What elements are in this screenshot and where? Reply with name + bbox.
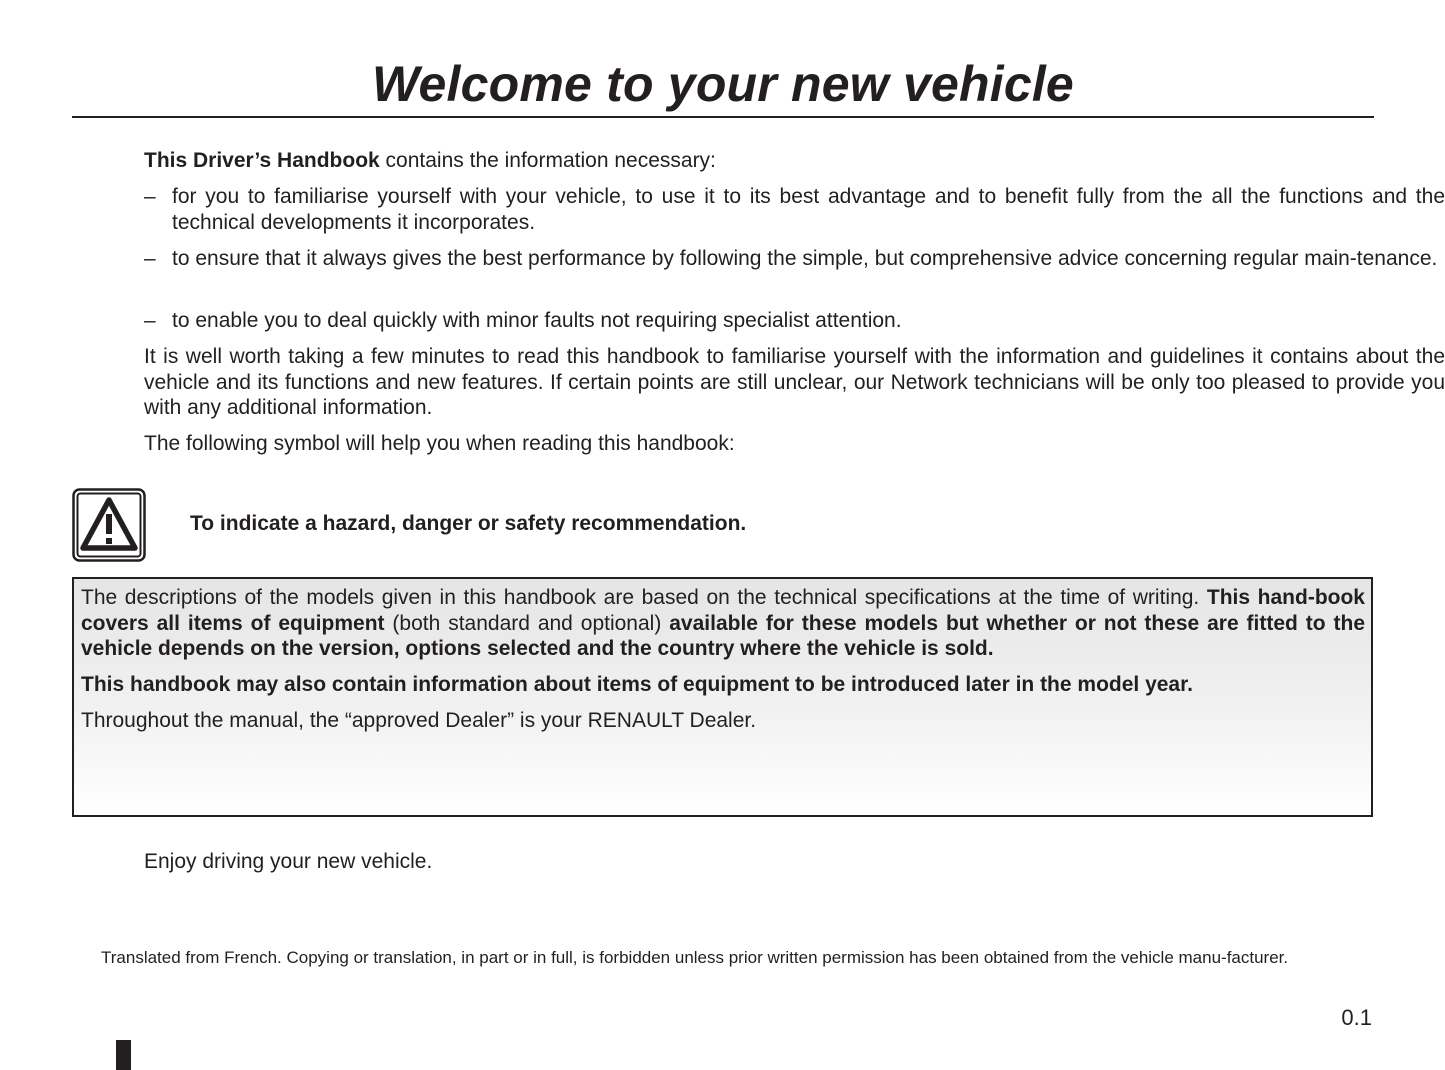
notice-dealer: Throughout the manual, the “approved Dealer” is your RENAULT Dealer. <box>81 709 757 732</box>
bullet-item <box>144 308 1445 334</box>
intro-text: contains the information necessary: <box>379 149 716 172</box>
bullet-text: to ensure that it always gives the best performance by following the simple, but comprehensive advice concerning regular main-tenance. <box>172 247 1438 270</box>
notice-model-year: This handbook may also contain information about items of equipment to be introduced later in the model year. <box>81 673 1193 696</box>
equipment-notice-box <box>72 577 1373 817</box>
bullet-item <box>144 246 1445 272</box>
page-edge-marker <box>116 1040 131 1070</box>
bullet-text: for you to familiarise yourself with your vehicle, to use it to its best advantage and to benefit fully from the all the functions and the technical developments it incorporates. <box>172 185 1445 234</box>
intro-paragraph <box>144 148 1445 174</box>
handbook-name: This Driver’s Handbook <box>144 149 380 172</box>
bullet-dash: – <box>144 309 156 332</box>
symbol-intro-paragraph: The following symbol will help you when reading this handbook: <box>144 432 735 455</box>
page-title: Welcome to your new vehicle <box>372 56 1074 112</box>
bullet-text: to enable you to deal quickly with minor faults not requiring specialist attention. <box>172 309 902 332</box>
closing-line: Enjoy driving your new vehicle. <box>144 850 433 873</box>
bullet-dash: – <box>144 185 156 208</box>
warning-symbol-description: To indicate a hazard, danger or safety recommendation. <box>190 512 747 535</box>
handbook-advice-paragraph: It is well worth taking a few minutes to read this handbook to familiarise yourself with the information and guidelines it contains about the vehicle and its functions and new features. If certain points are still unclear, our Network technicians will be only too pleased to provide you with any additional information. <box>144 345 1445 419</box>
bullet-item <box>144 184 1445 235</box>
bullet-dash: – <box>144 247 156 270</box>
copyright-footnote: Translated from French. Copying or translation, in part or in full, is forbidden unless prior written permission has been obtained from the vehicle manu-facturer. <box>101 948 1289 967</box>
page-number: 0.1 <box>1341 1005 1372 1030</box>
warning-triangle-icon <box>72 488 146 562</box>
title-divider <box>72 116 1374 118</box>
notice-paragraph: The descriptions of the models given in this handbook are based on the technical specifications at the time of writing. This hand-book covers all items of equipment (both standard and optional) available for these models but whether or not these are fitted to the vehicle depends on the version, options selected and the country where the vehicle is sold. <box>81 586 1365 660</box>
